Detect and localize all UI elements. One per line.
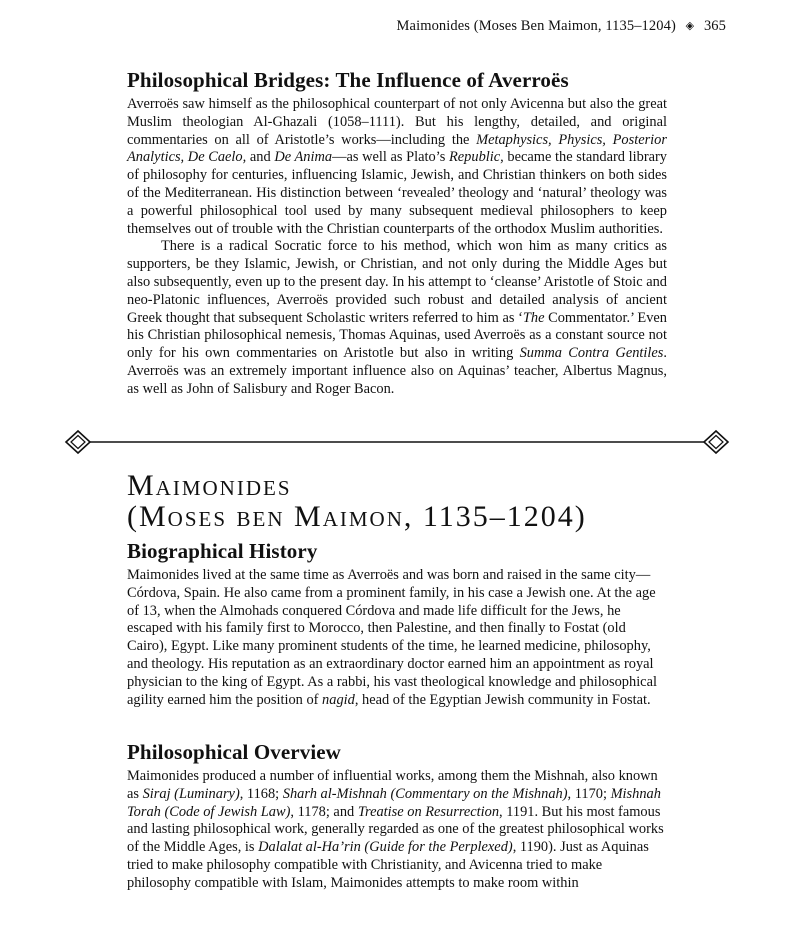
- page-number: 365: [703, 18, 726, 34]
- text-run: , became the standard library of philosophy for centuries, influencing Islamic, Jewish, and Christian thinkers on both sides of the Mediterranean. His distinction between ‘revealed’ theology and ‘natural’ theology was a powerful philosophical tool used by many subsequent medieval philosophers to keep themselves out of trouble with the Christian counterparts of the orthodox Muslim authorities.: [127, 149, 667, 237]
- section-heading-overview: Philosophical Overview: [127, 740, 341, 764]
- paragraph-averroes-2: [127, 238, 667, 398]
- text-run: and: [246, 149, 275, 166]
- text-run: Averroës saw himself as the philosophical counterpart of not only Avicenna but also the great Muslim theologian Al-Ghazali (1058–1111). But his lengthy, detailed, and original commentaries on all of Aristotle’s works—including the: [127, 96, 667, 148]
- section-divider-ornament: [64, 428, 730, 456]
- text-run: —as well as Plato’s: [332, 149, 449, 166]
- italic-text-run: De Anima: [274, 149, 333, 166]
- text-run: Maimonides produced a number of influential works, among them the Mishnah, also known as: [127, 768, 658, 802]
- left-diamond-ornament-icon: [66, 431, 90, 453]
- text-run: , 1178; and: [290, 803, 358, 820]
- text-run: , 1168;: [239, 785, 283, 802]
- running-head-title: Maimonides (Moses Ben Maimon, 1135–1204): [396, 18, 676, 34]
- italic-text-run: Dalalat al-Ha’rin (Guide for the Perplexed): [258, 839, 513, 856]
- text-run: . Averroës was an extremely important influence also on Aquinas’ teacher, Albertus Magnus, as well as John of Salisbury and Roger Bacon.: [127, 345, 667, 397]
- text-run: , 1190). Just as Aquinas tried to make philosophy compatible with Christianity, and Avicenna tried to make philosophy compatible with Islam, Maimonides attempts to make room within: [127, 839, 649, 891]
- italic-text-run: Treatise on Resurrection: [357, 803, 500, 820]
- section-heading-averroes: Philosophical Bridges: The Influence of Averroës: [127, 68, 569, 92]
- paragraph-overview-1: [127, 768, 667, 893]
- italic-text-run: nagid: [322, 691, 355, 708]
- italic-text-run: Republic: [449, 149, 501, 166]
- diamond-bullet-icon: ◈: [685, 20, 695, 32]
- section-averroes: [127, 68, 667, 399]
- italic-text-run: The: [522, 309, 545, 326]
- right-diamond-ornament-icon: [704, 431, 728, 453]
- chapter-title-line-2: (Moses ben Maimon, 1135–1204): [127, 500, 587, 533]
- section-biographical-history: [127, 539, 667, 709]
- text-run: Commentator.’ Even his Christian philosophical nemesis, Thomas Aquinas, used Averroës as a constant source not only for his own commentaries on Aristotle but also in writing: [127, 309, 667, 362]
- running-head: [397, 18, 726, 35]
- paragraph-averroes-1: [127, 96, 667, 238]
- paragraph-history-1: [127, 567, 667, 709]
- italic-text-run: Siraj (Luminary): [142, 785, 240, 802]
- chapter-title: [127, 470, 687, 532]
- section-philosophical-overview: [127, 740, 667, 893]
- text-run: There is a radical Socratic force to his method, which won him as many critics as supporters, be they Islamic, Jewish, or Christian, and not only during the Middle Ages but also subsequently, even up to the present day. In his attempt to ‘cleanse’ Aristotle of Stoic and neo-Platonic influences, Averroës provided such robust and detailed analysis of ancient Greek thought that subsequent Scholastic writers referred to him as ‘: [127, 238, 667, 326]
- text-run: , 1191. But his most famous and lasting philosophical work, generally regarded as one of the greatest philosophical works of the Middle Ages, is: [127, 803, 664, 856]
- text-run: Maimonides lived at the same time as Averroës and was born and raised in the same city—Córdova, Spain. He also came from a prominent family, in his case a Jewish one. At the age of 13, when the Almohads conquered Córdova and made life difficult for the Jews, he escaped with his family first to Morocco, then Palestine, and then finally to Fostat (old Cairo), Egypt. Like many prominent students of the time, he learned medicine, philosophy, and theology. His reputation as an extraordinary doctor earned him an appointment as royal physician to the king of Egypt. As a rabbi, his vast theological knowledge and philosophical agility earned him the position of: [127, 567, 657, 708]
- italic-text-run: Summa Contra Gentiles: [519, 345, 664, 362]
- text-run: , head of the Egyptian Jewish community in Fostat.: [354, 691, 651, 708]
- italic-text-run: Metaphysics, Physics, Posterior Analytics, De Caelo,: [127, 131, 667, 166]
- text-run: , 1170;: [567, 785, 611, 802]
- italic-text-run: Mishnah Torah (Code of Jewish Law): [127, 785, 661, 820]
- italic-text-run: Sharh al-Mishnah (Commentary on the Mishnah): [282, 785, 568, 802]
- section-heading-history: Biographical History: [127, 539, 318, 563]
- chapter-title-line-1: Maimonides: [127, 469, 292, 502]
